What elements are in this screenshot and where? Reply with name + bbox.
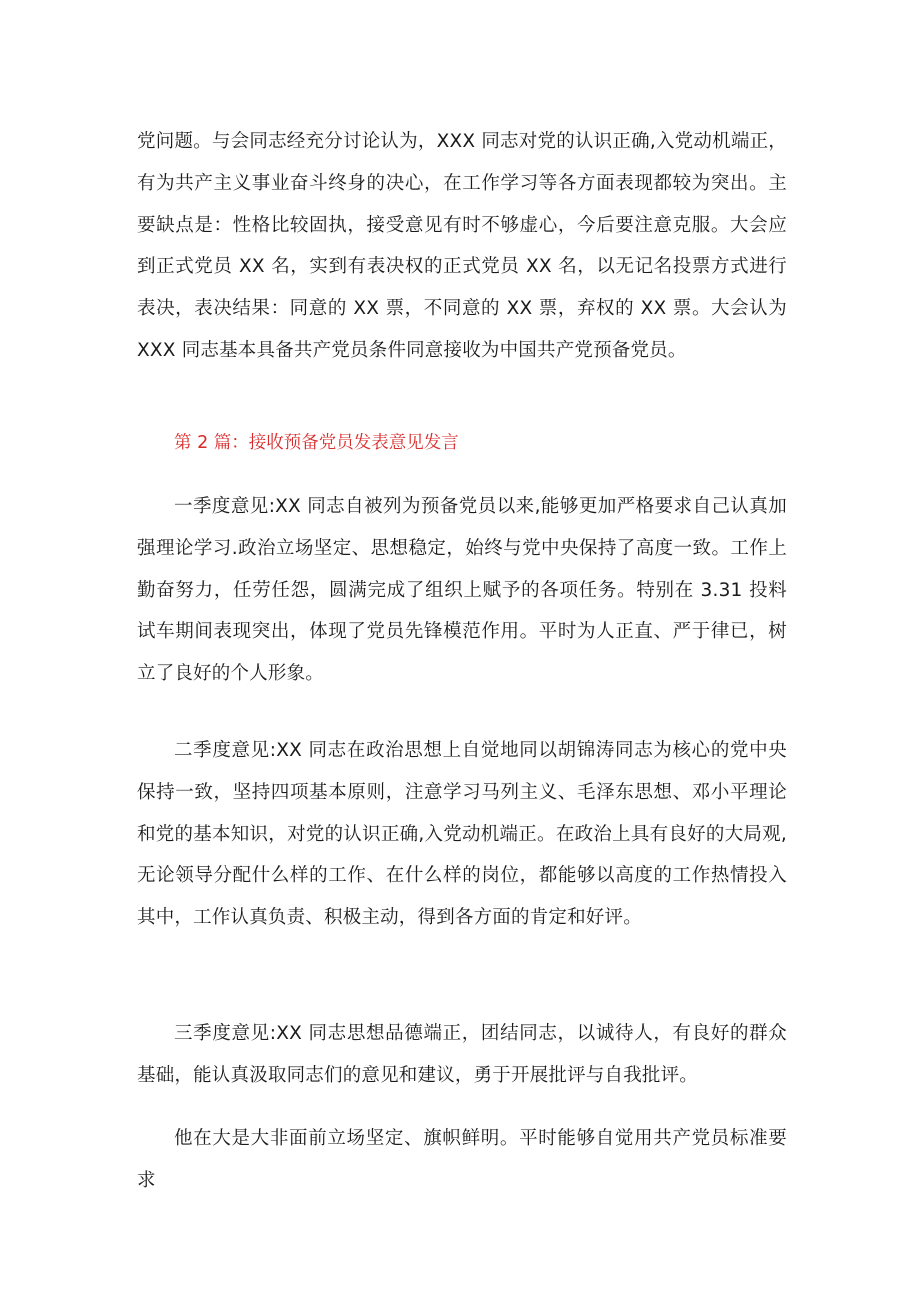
paragraph-q2-opinion: 二季度意见:XX 同志在政治思想上自觉地同以胡锦涛同志为核心的党中央保持一致，坚持四项基本原则，注意学习马列主义、毛泽东思想、邓小平理论和党的基本知识，对党的认识正确,入党动机端正。在政治上具有良好的大局观,无论领导分配什么样的工作、在什么样的岗位，都能够以高度的工作热情投入其中，工作认真负责、积极主动，得到各方面的肯定和好评。 <box>137 740 787 929</box>
paragraph-stance: 他在大是大非面前立场坚定、旗帜鲜明。平时能够自觉用共产党员标准要求 <box>137 1128 787 1191</box>
paragraph-q1-opinion: 一季度意见:XX 同志自被列为预备党员以来,能够更加严格要求自己认真加强理论学习.政治立场坚定、思想稳定，始终与党中央保持了高度一致。工作上勤奋努力，任劳任怨，圆满完成了组织上赋予的各项任务。特别在 3.31 投料试车期间表现突出，体现了党员先锋模范作用。平时为人正直、严于律已，树立了良好的个人形象。 <box>137 496 787 685</box>
paragraph-meeting-resolution: 党问题。与会同志经充分讨论认为，XXX 同志对党的认识正确,入党动机端正，有为共产主义事业奋斗终身的决心，在工作学习等各方面表现都较为突出。主要缺点是：性格比较固执，接受意见有时不够虚心，今后要注意克服。大会应到正式党员 XX 名，实到有表决权的正式党员 XX 名，以无记名投票方式进行表决，表决结果：同意的 XX 票，不同意的 XX 票，弃权的 XX 票。大会认为 XXX 同志基本具备共产党员条件同意接收为中国共产党预备党员。 <box>137 131 787 361</box>
section-heading: 第 2 篇：接收预备党员发表意见发言 <box>174 433 459 453</box>
paragraph-q3-opinion: 三季度意见:XX 同志思想品德端正，团结同志，以诚待人，有良好的群众基础，能认真汲取同志们的意见和建议，勇于开展批评与自我批评。 <box>137 1023 787 1086</box>
